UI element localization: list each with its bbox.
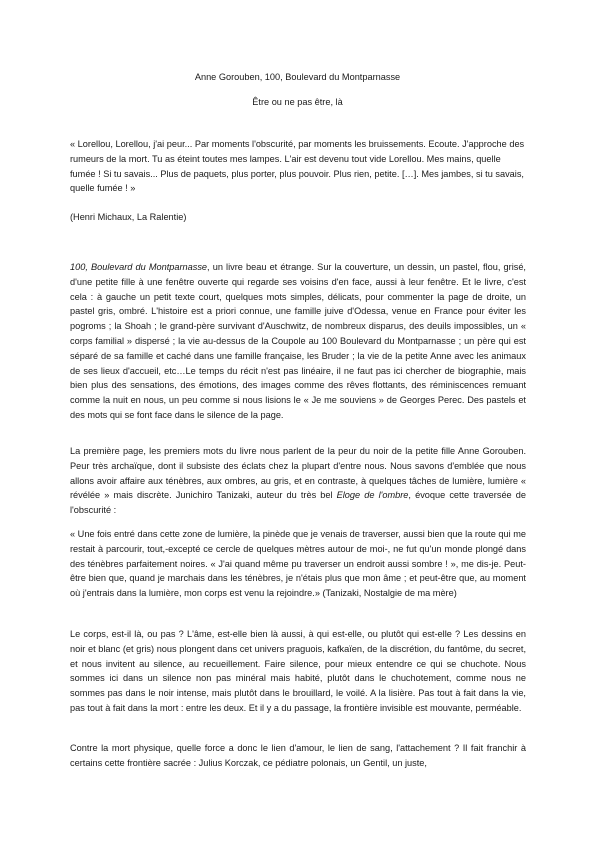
paragraph-2 bbox=[70, 444, 526, 518]
paragraph-1 bbox=[70, 260, 526, 423]
epigraph-source: (Henri Michaux, La Ralentie) bbox=[70, 212, 187, 222]
paragraph-2-tail: , évoque cette traversée de l'obscurité : bbox=[70, 490, 526, 516]
book-title: 100, Boulevard du Montparnasse bbox=[70, 262, 208, 272]
paragraph-5: Contre la mort physique, quelle force a donc le lien d'amour, le lien de sang, l'attachement ? Il fait franchir à certains cette frontière sacrée : Julius Korczak, ce pédiatre polonais, un Gentil, un juste, bbox=[70, 743, 526, 768]
tanizaki-book-title: Eloge de l'ombre bbox=[336, 490, 409, 501]
paragraph-1-text: , un livre beau et étrange. Sur la couverture, un dessin, un pastel, flou, grisé, d'une petite fille à une fenêtre ouverte qui regarde ses voisins d'en face, aussi à leur fenêtre. Et le livre, c'est cela : à gauche un petit texte court, quelques mots simples, délicats, pour commenter la page de droite, un pastel gris, ombré. L'histoire est a priori connue, une famille juive d'Odessa, venue en France pour éviter les pogroms ; la Shoah ; le grand-père survivant d'Auschwitz, de nombreux disparus, des deuils impossibles, un « corps familial » dispersé ; la vie au-dessus de la Coupole au 100 Boulevard du Montparnasse ; un père qui est séparé de sa famille et caché dans une famille française, les Bruder ; la vie de la petite Anne avec les animaux de ses lieux d'accueil, etc…Le temps du récit n'est pas linéaire, il ne faut pas ici chercher de biographie, mais bien plus des sensations, des émotions, des images comme des rêves flottants, des réminiscences remuant comme la nuit en nous, un peu comme si nous lisions le « Je me souviens » de Georges Perec. Des pastels et des mots qui se font face dans le silence de la page. bbox=[70, 262, 526, 420]
epigraph-quote: « Lorellou, Lorellou, j'ai peur... Par moments l'obscurité, par moments les bruissements. Ecoute. J'approche des rumeurs de la mort. Tu as éteint toutes mes lampes. L'air est devenu tout vide Lorellou. Mes mains, quelle fumée ! Si tu savais... Plus de paquets, plus porter, plus pouvoir. Plus rien, petite. […]. Mes jambes, si tu savais, quelle fumée ! » bbox=[70, 139, 525, 194]
paragraph-4: Le corps, est-il là, ou pas ? L'âme, est-elle bien là aussi, à qui est-elle, ou plutôt qui est-elle ? Les dessins en noir et blanc (et gris) nous plongent dans cet univers praguois, kafkaïen, de la discrétion, du fantôme, du secret, et nous invitent au silence, au recueillement. Faire silence, pour mieux entendre ce qui se chuchote. Nous sommes ici dans un silence non pas minéral mais habité, plutôt dans le chuchotement, comme nous ne sommes pas dans le noir intense, mais plutôt dans le brouillard, le voilé. A la lisière. Pas tout à fait dans la vie, pas tout à fait dans la mort : entre les deux. Et il y a du passage, la frontière invisible est mouvante, perméable. bbox=[70, 629, 526, 713]
paragraph-3-quote: « Une fois entré dans cette zone de lumière, la pinède que je venais de traverser, aussi bien que la route qui me restait à parcourir, tout,-excepté ce cercle de quelques mètres autour de moi-, ne fut qu'un monde plongé dans des ténèbres parfaitement noires. « J'ai quand même pu traverser un endroit aussi sombre ! », me dis-je. Peut-être bien que, quand je marchais dans les ténèbres, je n'étais plus que mon âme ; et peut-être que, au moment où j'entrais dans la lumière, mon corps est venu la rejoindre.» (Tanizaki, Nostalgie de ma mère) bbox=[70, 529, 526, 599]
paragraph-2-text: La première page, les premiers mots du livre nous parlent de la peur du noir de la petite fille Anne Gorouben. Peur très archaïque, dont il subsiste des éclats chez la plupart d'entre nous. Nous savons d'emblée que nous allons avoir affaire aux ténèbres, aux ombres, au gris, et en contraste, à quelques tâches de lumière, lumière « révélée » mais discrète. Junichiro Tanizaki, auteur du très bel bbox=[70, 446, 526, 501]
document-title: Anne Gorouben, 100, Boulevard du Montparnasse bbox=[194, 72, 401, 82]
document-subtitle: Être ou ne pas être, là bbox=[252, 97, 343, 107]
